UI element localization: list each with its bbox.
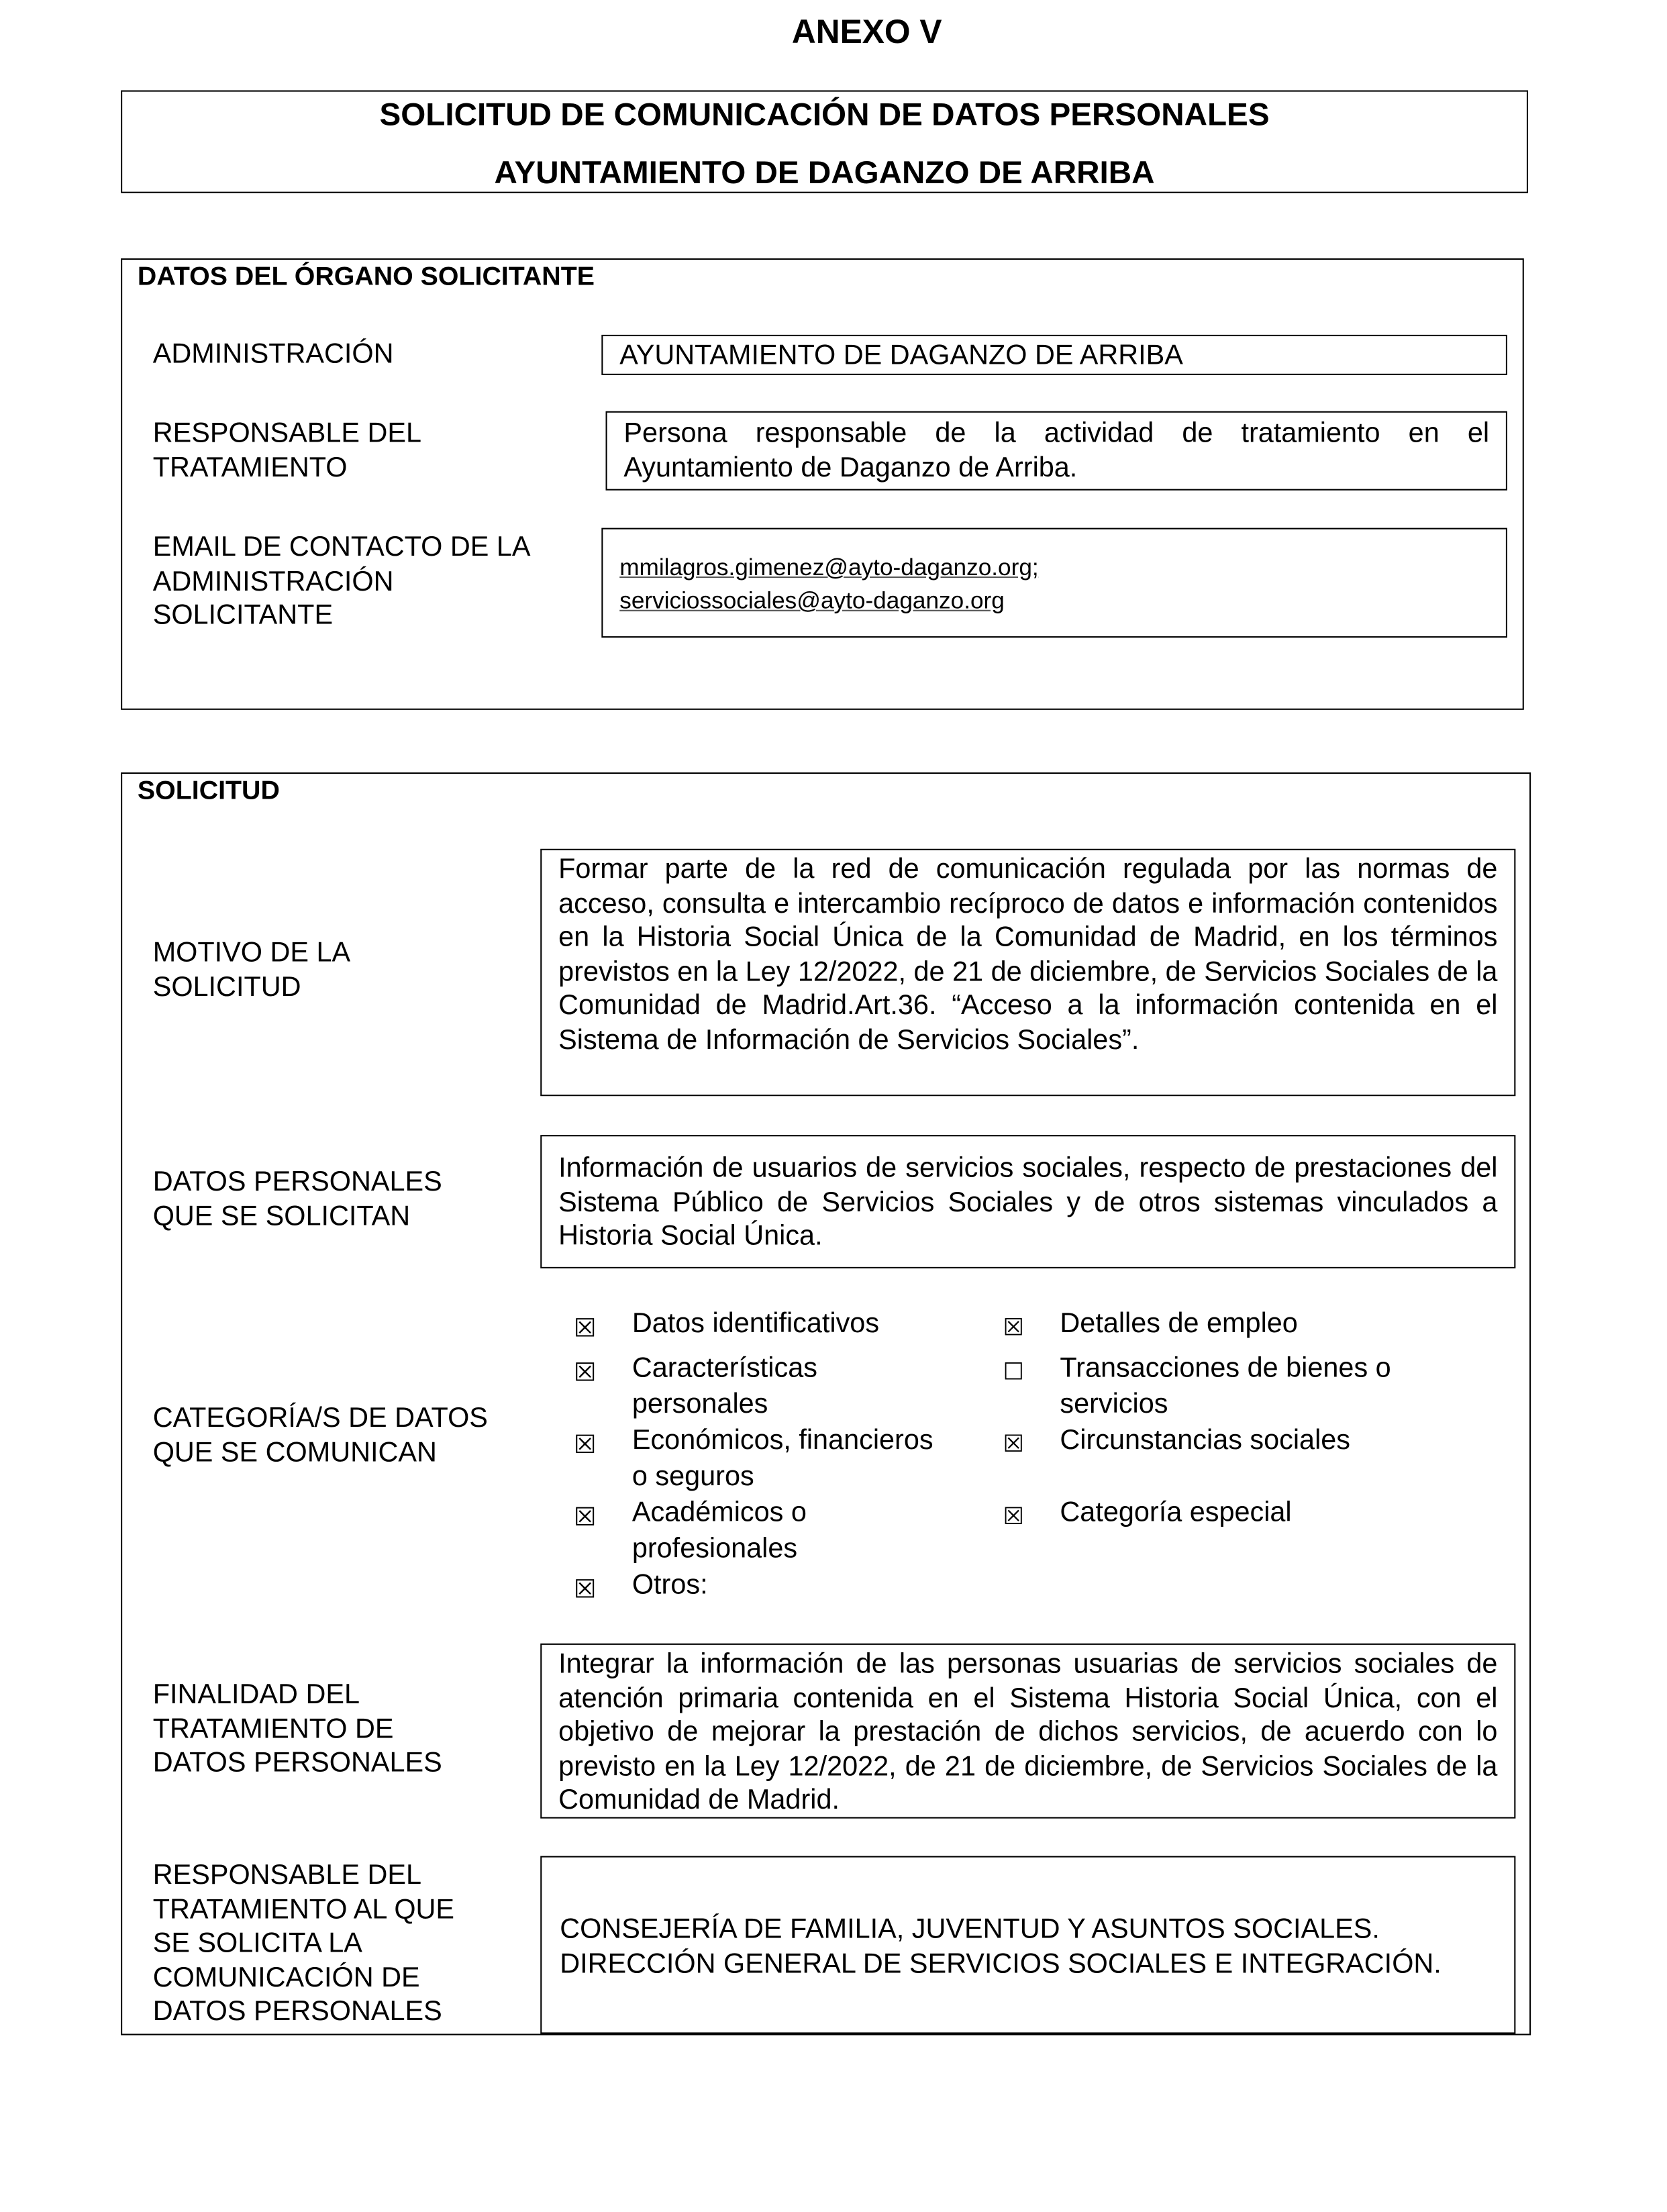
responsable-label: RESPONSABLE DEL TRATAMIENTO bbox=[152, 418, 422, 483]
checkbox-circunstancias-sociales[interactable]: ☒ bbox=[1003, 1431, 1025, 1458]
category-label: Circunstancias sociales bbox=[1060, 1425, 1351, 1456]
title-box bbox=[121, 91, 1528, 193]
checkbox-transacciones[interactable]: ☐ bbox=[1003, 1358, 1025, 1385]
categorias-label: CATEGORÍA/S DE DATOS QUE SE COMUNICAN bbox=[152, 1403, 488, 1468]
category-label: Características personales bbox=[632, 1353, 817, 1419]
category-label: Detalles de empleo bbox=[1060, 1308, 1298, 1340]
finalidad-label: FINALIDAD DEL TRATAMIENTO DE DATOS PERSONALES bbox=[152, 1679, 442, 1778]
category-label: Otros: bbox=[632, 1570, 708, 1601]
municipality-title: AYUNTAMIENTO DE DAGANZO DE ARRIBA bbox=[494, 154, 1155, 191]
datos-label: DATOS PERSONALES QUE SE SOLICITAN bbox=[152, 1166, 442, 1232]
checkbox-academicos[interactable]: ☒ bbox=[573, 1503, 597, 1531]
checkbox-caracteristicas-personales[interactable]: ☒ bbox=[573, 1358, 597, 1387]
destinatario-line-2: DIRECCIÓN GENERAL DE SERVICIOS SOCIALES E INTEGRACIÓN. bbox=[560, 1948, 1442, 1979]
email-label: EMAIL DE CONTACTO DE LA ADMINISTRACIÓN SOLICITANTE bbox=[152, 532, 531, 631]
finalidad-field: Integrar la información de las personas usuarias de servicios sociales de atención primaria contenida en el Sistema Historia Social Única, con el objetivo de mejorar la prestación de dichos servicios, de acuerdo con lo previsto en la Ley 12/2022, de 21 de diciembre, de Servicios Sociales de la Comunidad de Madrid. bbox=[540, 1644, 1515, 1819]
organo-section-title: DATOS DEL ÓRGANO SOLICITANTE bbox=[137, 262, 595, 292]
checkbox-categoria-especial[interactable]: ☒ bbox=[1003, 1503, 1025, 1530]
administracion-field: AYUNTAMIENTO DE DAGANZO DE ARRIBA bbox=[601, 335, 1507, 375]
checkbox-datos-identificativos[interactable]: ☒ bbox=[573, 1314, 597, 1342]
administracion-label: ADMINISTRACIÓN bbox=[152, 339, 394, 370]
datos-field: Información de usuarios de servicios sociales, respecto de prestaciones del Sistema Público de Servicios Sociales y de otros sistemas vinculados a Historia Social Única. bbox=[540, 1135, 1515, 1268]
motivo-label: MOTIVO DE LA SOLICITUD bbox=[152, 938, 351, 1003]
category-label: Transacciones de bienes o servicios bbox=[1060, 1353, 1391, 1419]
destinatario-field bbox=[540, 1856, 1515, 2034]
form-title: SOLICITUD DE COMUNICACIÓN DE DATOS PERSONALES bbox=[379, 95, 1270, 132]
destinatario-label: RESPONSABLE DEL TRATAMIENTO AL QUE SE SOLICITA LA COMUNICACIÓN DE DATOS PERSONALES bbox=[152, 1860, 455, 2027]
category-label: Datos identificativos bbox=[632, 1308, 880, 1340]
email-link-1[interactable]: mmilagros.gimenez@ayto-daganzo.org; bbox=[619, 554, 1039, 581]
destinatario-line-1: CONSEJERÍA DE FAMILIA, JUVENTUD Y ASUNTOS SOCIALES. bbox=[560, 1914, 1380, 1945]
category-label: Económicos, financieros o seguros bbox=[632, 1425, 933, 1492]
responsable-field: Persona responsable de la actividad de tratamiento en el Ayuntamiento de Daganzo de Arriba. bbox=[606, 411, 1507, 491]
checkbox-economicos[interactable]: ☒ bbox=[573, 1431, 597, 1459]
category-label: Académicos o profesionales bbox=[632, 1497, 807, 1564]
solicitud-section-title: SOLICITUD bbox=[137, 776, 280, 806]
category-label: Categoría especial bbox=[1060, 1497, 1292, 1528]
email-link-2[interactable]: serviciossociales@ayto-daganzo.org bbox=[619, 587, 1005, 614]
checkbox-detalles-empleo[interactable]: ☒ bbox=[1003, 1314, 1025, 1341]
email-field bbox=[601, 528, 1507, 638]
motivo-field: Formar parte de la red de comunicación regulada por las normas de acceso, consulta e intercambio recíproco de datos e información contenidos en la Historia Social Única de la Comunidad de Madrid, en los términos previstos en la Ley 12/2022, de 21 de diciembre, de Servicios Sociales de la Comunidad de Madrid.Art.36. “Acceso a la información contenida en el Sistema de Información de Servicios Sociales”. bbox=[540, 849, 1515, 1096]
checkbox-otros[interactable]: ☒ bbox=[573, 1575, 597, 1603]
annex-title: ANEXO V bbox=[791, 13, 942, 52]
